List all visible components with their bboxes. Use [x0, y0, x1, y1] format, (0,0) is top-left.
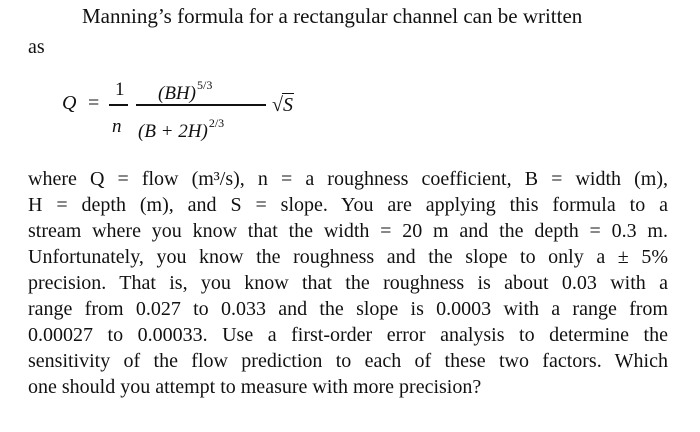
intro-text: Manning’s formula for a rectangular channel can be written — [82, 4, 583, 28]
square-root — [272, 94, 294, 117]
sqrt-argument: S — [282, 94, 293, 116]
numerator-exponent: 5/3 — [196, 78, 213, 92]
numerator-term: (BH) — [158, 83, 196, 104]
problem-paragraph — [28, 166, 668, 400]
paragraph-line: Unfortunately, you know the roughness and the slope to only a ± 5% — [28, 246, 668, 268]
denominator-exponent: 2/3 — [208, 116, 225, 130]
equation-equals: = — [88, 92, 100, 114]
paragraph-line: 0.00027 to 0.00033. Use a first-order error analysis to determine the — [28, 324, 668, 346]
paragraph-line: precision. That is, you know that the roughness is about 0.03 with a — [28, 272, 668, 294]
paragraph-line: H = depth (m), and S = slope. You are applying this formula to a — [28, 194, 668, 216]
equation-big-denominator — [138, 116, 224, 143]
paragraph-line: sensitivity of the flow prediction to each of these two factors. Which — [28, 350, 668, 372]
equation-small-denominator: n — [112, 116, 122, 137]
equation-lhs: Q — [62, 92, 77, 114]
equation-big-numerator — [158, 78, 212, 105]
paragraph-line: one should you attempt to measure with more precision? — [28, 376, 482, 398]
sqrt-symbol: √ — [272, 94, 283, 116]
equation-small-numerator: 1 — [115, 79, 125, 100]
denominator-term: (B + 2H) — [138, 121, 208, 142]
paragraph-line: stream where you know that the width = 20 m and the depth = 0.3 m. — [28, 220, 668, 242]
intro-continuation: as — [28, 36, 45, 58]
fraction-bar-small — [109, 104, 128, 106]
paragraph-line: range from 0.027 to 0.033 and the slope is 0.0003 with a range from — [28, 298, 668, 320]
fraction-bar-big — [136, 104, 266, 106]
paragraph-line: where Q = flow (m³/s), n = a roughness coefficient, B = width (m), — [28, 168, 668, 190]
